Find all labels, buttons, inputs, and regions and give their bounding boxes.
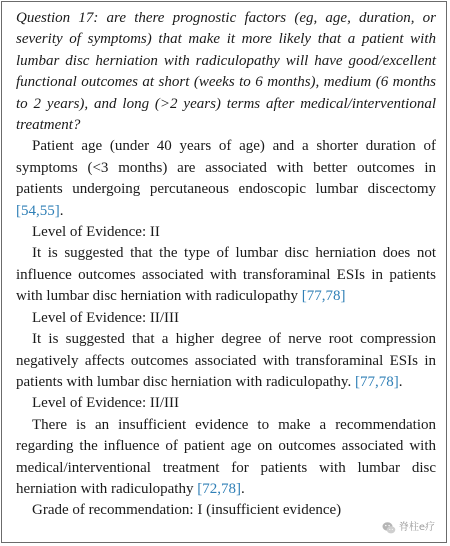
statement-2-text: It is suggested that the type of lumbar disc herniation does not influence outcomes associated with transforaminal ESIs in patients with lumbar disc herniation with radiculopathy (16, 245, 436, 305)
reference-link[interactable]: [77,78] (301, 288, 346, 305)
evidence-level-1: Level of Evidence: II (32, 224, 160, 241)
statement-3: It is suggested that a higher degree of nerve root compression negatively affects outcomes associated with transforaminal ESIs in patients with lumbar disc herniation with radiculopathy. [77,78]. (16, 331, 436, 390)
question-text: Question 17: are there prognostic factors (eg, age, duration, or severity of symptoms) that make it more likely that a patient with lumbar disc herniation with radiculopathy will have good/excellent functional outcomes at short (weeks to 6 months), medium (6 months to 2 years), and long (>2 years) terms after medical/interventional treatment? (16, 10, 436, 134)
watermark (380, 520, 438, 536)
statement-3-text: It is suggested that a higher degree of nerve root compression negatively affects outcomes associated with transforaminal ESIs in patients with lumbar disc herniation with radiculopathy. (16, 331, 436, 390)
statement-1-text: Patient age (under 40 years of age) and a shorter duration of symptoms (<3 months) are associated with better outcomes in patients undergoing percutaneous endoscopic lumbar discectomy (16, 138, 436, 198)
document-frame (1, 1, 447, 543)
reference-link[interactable]: [72,78] (197, 480, 241, 497)
statement-4-text: There is an insufficient evidence to make a recommendation regarding the influence of patient age on outcomes associated with medical/interventional treatment for patients with lumbar disc herniation with radiculopathy (16, 416, 436, 497)
statement-1: Patient age (under 40 years of age) and a shorter duration of symptoms (<3 months) are associated with better outcomes in patients undergoing percutaneous endoscopic lumbar discectomy [54,55]. (16, 138, 436, 219)
watermark-text: 脊柱e疗 (398, 522, 435, 533)
reference-link[interactable]: [77,78] (354, 373, 399, 390)
statement-4: There is an insufficient evidence to make a recommendation regarding the influence of patient age on outcomes associated with medical/interventional treatment for patients with lumbar disc herniation with radiculopathy [72,78]. (16, 416, 436, 497)
wechat-icon (382, 521, 396, 535)
reference-link[interactable]: [54,55] (16, 202, 60, 219)
statement-2 (16, 243, 436, 307)
evidence-level-2: Level of Evidence: II/III (32, 309, 180, 326)
document-page (16, 8, 436, 522)
evidence-level-3: Level of Evidence: II/III (32, 395, 180, 412)
recommendation-grade: Grade of recommendation: I (insufficient evidence) (32, 502, 342, 519)
